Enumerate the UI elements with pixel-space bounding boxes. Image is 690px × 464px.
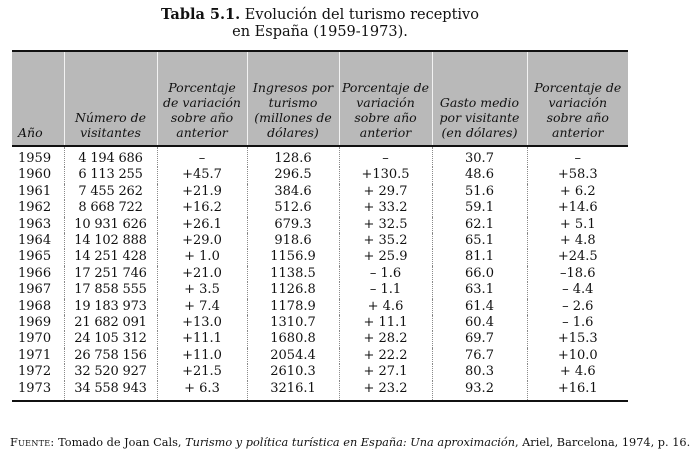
tourism-table <box>12 50 628 402</box>
cell-visitors: 19 183 973 <box>64 299 157 315</box>
table-row <box>12 282 628 298</box>
cell-visitors: 17 858 555 <box>64 282 157 298</box>
cell-income-variation: – 1.6 <box>339 266 432 282</box>
cell-avg-spend: 63.1 <box>432 282 527 298</box>
cell-visitors-variation: +21.5 <box>157 364 247 380</box>
cell-avg-spend-variation: – 4.4 <box>527 282 628 298</box>
table-row <box>12 217 628 233</box>
cell-income-variation: + 27.1 <box>339 364 432 380</box>
cell-avg-spend-variation: +58.3 <box>527 167 628 183</box>
cell-income: 1126.8 <box>247 282 339 298</box>
cell-income-variation: + 33.2 <box>339 200 432 216</box>
cell-avg-spend: 65.1 <box>432 233 527 249</box>
cell-income-variation: + 22.2 <box>339 348 432 364</box>
header-visitors-variation: Porcentaje de variación sobre año anterior <box>157 51 247 146</box>
source-publisher: , Ariel, Barcelona, 1974, p. 16. <box>514 436 690 449</box>
cell-year: 1960 <box>18 167 52 183</box>
title-line-2: en España (1959-1973). <box>232 24 408 40</box>
cell-visitors-variation: +16.2 <box>157 200 247 216</box>
cell-avg-spend-variation: +16.1 <box>527 381 628 401</box>
cell-income: 1680.8 <box>247 331 339 347</box>
cell-avg-spend: 60.4 <box>432 315 527 331</box>
cell-avg-spend-variation: – 1.6 <box>527 315 628 331</box>
cell-visitors-variation: + 1.0 <box>157 249 247 265</box>
source-text: Tomado de Joan Cals, <box>58 436 182 449</box>
cell-income-variation: – 1.1 <box>339 282 432 298</box>
cell-year: 1967 <box>18 282 52 298</box>
cell-visitors: 10 931 626 <box>64 217 157 233</box>
table-row <box>12 167 628 183</box>
table-row <box>12 249 628 265</box>
cell-visitors: 26 758 156 <box>64 348 157 364</box>
cell-avg-spend: 80.3 <box>432 364 527 380</box>
cell-visitors-variation: + 6.3 <box>157 381 247 401</box>
table-row <box>12 381 628 401</box>
source-book-title: Turismo y política turística en España: Una aproximación <box>185 436 515 449</box>
cell-income-variation: +130.5 <box>339 167 432 183</box>
cell-income-variation: + 25.9 <box>339 249 432 265</box>
cell-visitors-variation: +21.0 <box>157 266 247 282</box>
cell-income-variation: – <box>339 146 432 167</box>
cell-avg-spend-variation: – <box>527 146 628 167</box>
cell-visitors-variation: + 7.4 <box>157 299 247 315</box>
cell-visitors-variation: +11.0 <box>157 348 247 364</box>
table-row <box>12 315 628 331</box>
cell-avg-spend-variation: +24.5 <box>527 249 628 265</box>
cell-income: 512.6 <box>247 200 339 216</box>
cell-year: 1969 <box>18 315 52 331</box>
header-income-variation: Porcentaje de variación sobre año anterior <box>339 51 432 146</box>
cell-income: 1310.7 <box>247 315 339 331</box>
cell-income-variation: + 35.2 <box>339 233 432 249</box>
cell-income: 3216.1 <box>247 381 339 401</box>
table-row <box>12 200 628 216</box>
cell-income-variation: + 11.1 <box>339 315 432 331</box>
cell-income-variation: + 23.2 <box>339 381 432 401</box>
header-visitors: Número de visitantes <box>64 51 157 146</box>
cell-avg-spend-variation: + 4.8 <box>527 233 628 249</box>
cell-visitors-variation: – <box>157 146 247 167</box>
cell-year: 1966 <box>18 265 52 281</box>
cell-visitors: 8 668 722 <box>64 200 157 216</box>
title-line-1 <box>0 6 640 24</box>
cell-avg-spend-variation: – 2.6 <box>527 299 628 315</box>
cell-avg-spend-variation: + 6.2 <box>527 184 628 200</box>
table-row <box>12 299 628 315</box>
cell-income-variation: + 29.7 <box>339 184 432 200</box>
cell-income: 296.5 <box>247 167 339 183</box>
cell-avg-spend: 51.6 <box>432 184 527 200</box>
table-body <box>12 146 628 401</box>
header-avg-spend: Gasto medio por visitante (en dólares) <box>432 51 527 146</box>
cell-visitors-variation: +11.1 <box>157 331 247 347</box>
cell-income: 128.6 <box>247 146 339 167</box>
cell-visitors: 32 520 927 <box>64 364 157 380</box>
cell-visitors: 4 194 686 <box>64 146 157 167</box>
cell-avg-spend-variation: –18.6 <box>527 266 628 282</box>
cell-avg-spend: 93.2 <box>432 381 527 401</box>
cell-year: 1964 <box>18 233 52 249</box>
cell-income: 1138.5 <box>247 266 339 282</box>
table-header <box>12 51 628 146</box>
cell-visitors: 7 455 262 <box>64 184 157 200</box>
cell-year: 1972 <box>18 364 52 380</box>
cell-avg-spend: 76.7 <box>432 348 527 364</box>
source-note <box>10 436 690 449</box>
cell-income: 384.6 <box>247 184 339 200</box>
table-title <box>0 6 640 41</box>
cell-avg-spend: 30.7 <box>432 146 527 167</box>
cell-income: 1178.9 <box>247 299 339 315</box>
table-row <box>12 331 628 347</box>
cell-income: 918.6 <box>247 233 339 249</box>
cell-income: 679.3 <box>247 217 339 233</box>
table-row <box>12 233 628 249</box>
cell-income-variation: + 4.6 <box>339 299 432 315</box>
cell-year: 1968 <box>18 298 52 314</box>
cell-avg-spend: 48.6 <box>432 167 527 183</box>
table-row <box>12 348 628 364</box>
cell-income-variation: + 32.5 <box>339 217 432 233</box>
title-text: Evolución del turismo receptivo <box>244 7 479 23</box>
cell-visitors-variation: +26.1 <box>157 217 247 233</box>
table-row <box>12 146 628 167</box>
cell-visitors-variation: + 3.5 <box>157 282 247 298</box>
cell-avg-spend-variation: +10.0 <box>527 348 628 364</box>
cell-income: 2610.3 <box>247 364 339 380</box>
cell-visitors: 17 251 746 <box>64 266 157 282</box>
cell-visitors-variation: +13.0 <box>157 315 247 331</box>
cell-income: 2054.4 <box>247 348 339 364</box>
cell-visitors: 24 105 312 <box>64 331 157 347</box>
cell-avg-spend: 61.4 <box>432 299 527 315</box>
header-income: Ingresos por turismo (millones de dólares) <box>247 51 339 146</box>
header-year: Año <box>12 51 64 146</box>
cell-avg-spend: 66.0 <box>432 266 527 282</box>
cell-avg-spend: 69.7 <box>432 331 527 347</box>
table-row <box>12 184 628 200</box>
cell-income-variation: + 28.2 <box>339 331 432 347</box>
cell-avg-spend: 81.1 <box>432 249 527 265</box>
table-row <box>12 364 628 380</box>
cell-year: 1971 <box>18 347 52 363</box>
cell-year: 1973 <box>12 381 64 401</box>
cell-visitors: 34 558 943 <box>64 381 157 401</box>
cell-income: 1156.9 <box>247 249 339 265</box>
cell-visitors: 21 682 091 <box>64 315 157 331</box>
cell-year: 1963 <box>18 216 52 232</box>
cell-avg-spend: 59.1 <box>432 200 527 216</box>
cell-avg-spend: 62.1 <box>432 217 527 233</box>
cell-year: 1959 <box>18 151 52 166</box>
cell-visitors-variation: +45.7 <box>157 167 247 183</box>
cell-visitors-variation: +21.9 <box>157 184 247 200</box>
cell-year: 1961 <box>18 183 52 199</box>
cell-year: 1970 <box>18 331 52 347</box>
header-row <box>12 51 628 146</box>
cell-visitors: 6 113 255 <box>64 167 157 183</box>
title-label: Tabla 5.1. <box>161 6 241 23</box>
cell-avg-spend-variation: + 4.6 <box>527 364 628 380</box>
table-row <box>12 266 628 282</box>
cell-year: 1962 <box>18 200 52 216</box>
cell-avg-spend-variation: + 5.1 <box>527 217 628 233</box>
cell-visitors-variation: +29.0 <box>157 233 247 249</box>
source-label: Fuente: <box>10 436 55 449</box>
cell-visitors: 14 102 888 <box>64 233 157 249</box>
header-avg-spend-variation: Porcentaje de variación sobre año anterior <box>527 51 628 146</box>
cell-year: 1965 <box>18 249 52 265</box>
cell-avg-spend-variation: +15.3 <box>527 331 628 347</box>
cell-avg-spend-variation: +14.6 <box>527 200 628 216</box>
cell-visitors: 14 251 428 <box>64 249 157 265</box>
